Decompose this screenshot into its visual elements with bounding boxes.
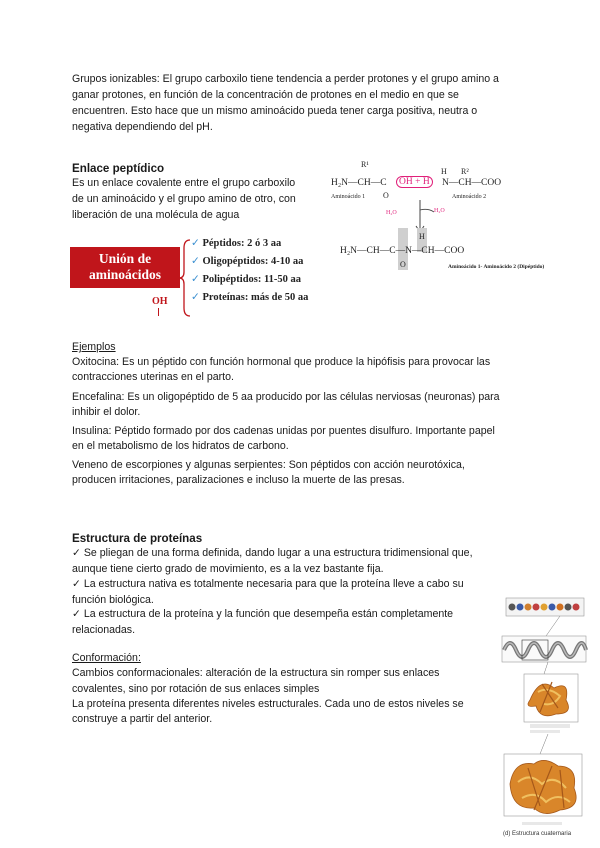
reactant-left: H₂N—CH—C bbox=[331, 178, 387, 188]
structure-title: Estructura de proteínas bbox=[72, 532, 203, 545]
peptide-list-item: ✓ Oligopéptidos: 4-10 aa bbox=[191, 256, 304, 267]
peptide-list-item: ✓ Péptidos: 2 ó 3 aa bbox=[191, 238, 282, 249]
peptide-list-item: ✓ Polipéptidos: 11-50 aa bbox=[191, 274, 302, 285]
structure-line: función biológica. bbox=[72, 594, 154, 606]
h-label: H bbox=[441, 167, 447, 176]
h-label: H bbox=[419, 232, 425, 241]
example-line: Insulina: Péptido formado por dos cadenas unidas por puentes disulfuro. Importante papel bbox=[72, 425, 495, 437]
conformation-line: covalentes, sino por rotación de sus enlaces simples bbox=[72, 683, 320, 695]
peptide-line: liberación de una molécula de agua bbox=[72, 209, 240, 221]
aa2-label: Aminoácido 2 bbox=[452, 194, 487, 200]
oh-label: OH bbox=[152, 296, 168, 307]
conformation-title: Conformación: bbox=[72, 652, 141, 664]
union-box bbox=[70, 247, 180, 288]
conformation-line: La proteína presenta diferentes niveles estructurales. Cada uno de estos niveles se bbox=[72, 698, 464, 710]
o-label: O bbox=[400, 260, 406, 269]
example-line: Encefalina: Es un oligopéptido de 5 aa producido por las células nerviosas (neuronas) para bbox=[72, 391, 500, 403]
union-box-line: Unión de bbox=[98, 251, 152, 266]
oh-bond bbox=[158, 308, 159, 316]
example-line: inhibir el dolor. bbox=[72, 406, 141, 418]
curly-brace-icon bbox=[178, 238, 192, 318]
example-line: Veneno de escorpiones y algunas serpientes: Son péptidos con acción neurotóxica, bbox=[72, 459, 465, 471]
conformation-line: construye a partir del anterior. bbox=[72, 713, 213, 725]
check-icon: ✓ bbox=[191, 238, 200, 249]
intro-line: ganar protones, en función de la concentración de protones en el medio en que se bbox=[72, 89, 459, 101]
o-label: O bbox=[383, 191, 389, 200]
r2-label: R² bbox=[461, 167, 469, 176]
intro-line: Grupos ionizables: El grupo carboxilo tiene tendencia a perder protones y el grupo amino a bbox=[72, 73, 499, 85]
example-line: producen irritaciones, paralizaciones e incluso la muerte de las presas. bbox=[72, 474, 405, 486]
product-chain: H₂N—CH—C—N—CH—COO bbox=[340, 246, 465, 256]
example-line: en el metabolismo de los hidratos de carbono. bbox=[72, 440, 289, 452]
example-line: Oxitocina: Es un péptido con función hormonal que produce la hipófisis para provocar las bbox=[72, 356, 491, 368]
examples-title: Ejemplos bbox=[72, 341, 116, 353]
structure-line: aunque tiene cierto grado de movimiento, es a la vez bastante fija. bbox=[72, 563, 384, 575]
protein-structure-levels-figure bbox=[500, 596, 588, 842]
peptide-line: de un aminoácido y el grupo amino de otro, con bbox=[72, 193, 296, 205]
water-group: OH + H bbox=[396, 176, 433, 188]
r1-label: R¹ bbox=[361, 160, 369, 169]
example-line: contracciones uterinas en el parto. bbox=[72, 371, 234, 383]
peptide-list-item: ✓ Proteínas: más de 50 aa bbox=[191, 292, 309, 303]
structure-line: ✓ La estructura nativa es totalmente necesaria para que la proteína lleve a cabo su bbox=[72, 578, 464, 590]
check-icon: ✓ bbox=[191, 256, 200, 267]
dipeptide-label: Aminoácido 1- Aminoácido 2 (Dipéptido) bbox=[448, 264, 545, 270]
intro-line: encuentren. Esto hace que un mismo aminoácido pueda tener carga positiva, neutra o bbox=[72, 105, 478, 117]
structure-line: ✓ La estructura de la proteína y la función que desempeña están completamente bbox=[72, 608, 454, 620]
structure-line: ✓ Se pliegan de una forma definida, dando lugar a una estructura tridimensional que, bbox=[72, 547, 473, 559]
water-label: H₂O bbox=[434, 208, 445, 214]
water-label: H₂O bbox=[386, 210, 397, 216]
conformation-line: Cambios conformacionales: alteración de la estructura sin romper sus enlaces bbox=[72, 667, 440, 679]
intro-line: negativa dependiendo del pH. bbox=[72, 121, 213, 133]
check-icon: ✓ bbox=[191, 292, 200, 303]
figure-caption: (d) Estructura cuaternaria bbox=[503, 831, 572, 837]
structure-line: relacionadas. bbox=[72, 624, 136, 636]
check-icon: ✓ bbox=[191, 274, 200, 285]
union-box-line: aminoácidos bbox=[88, 267, 161, 282]
peptide-title: Enlace peptídico bbox=[72, 162, 165, 175]
reactant-right: N—CH—COO bbox=[442, 178, 502, 188]
peptide-line: Es un enlace covalente entre el grupo carboxilo bbox=[72, 177, 296, 189]
aa1-label: Aminoácido 1 bbox=[331, 194, 366, 200]
